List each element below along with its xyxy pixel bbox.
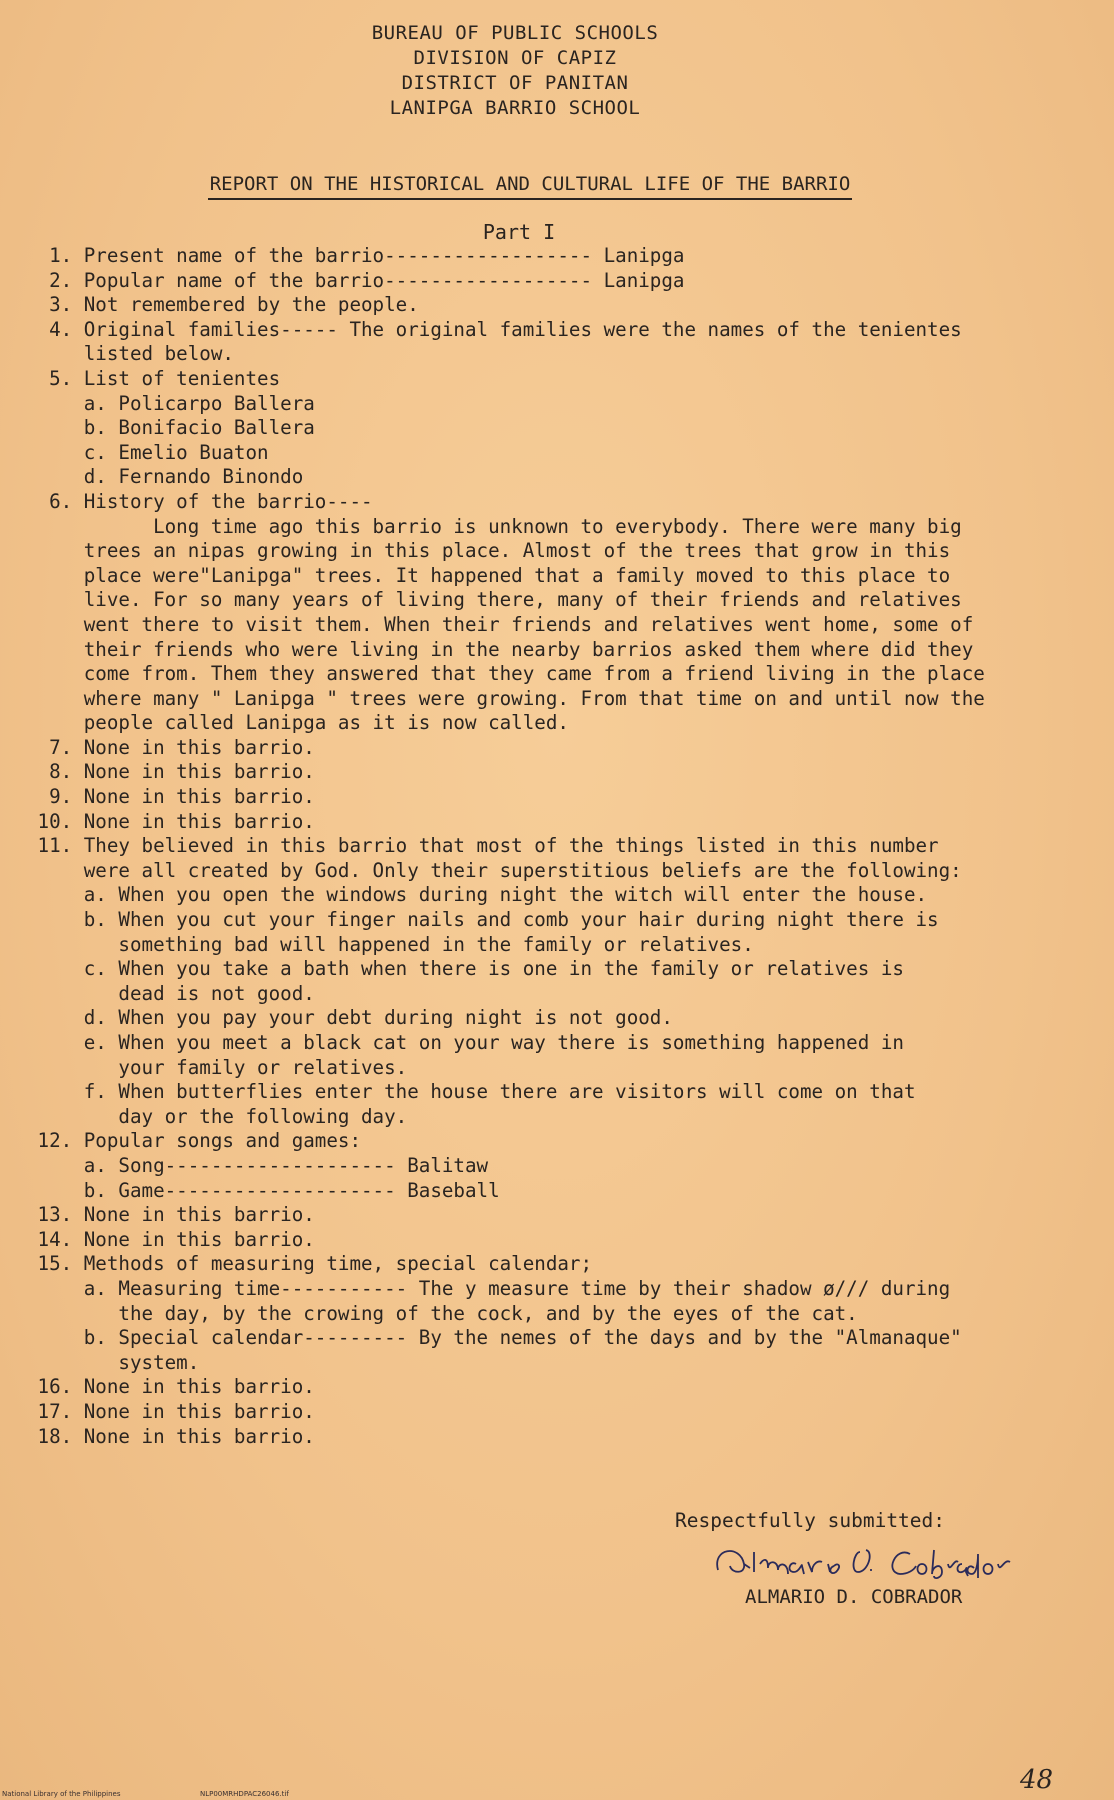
report-line: come from. Them they answered that they came from a friend living in the place	[26, 662, 985, 686]
report-line: a. Policarpo Ballera	[26, 391, 315, 415]
report-body	[26, 244, 1086, 1449]
header-district: DISTRICT OF PANITAN	[401, 72, 629, 94]
report-line: something bad will happened in the family or relatives.	[26, 932, 754, 956]
report-line: d. Fernando Binondo	[26, 465, 304, 489]
report-line: 11. They believed in this barrio that most of the things listed in this number	[26, 834, 939, 858]
report-line: went there to visit them. When their friends and relatives went home, some of	[26, 612, 974, 636]
report-line: your family or relatives.	[26, 1055, 408, 1079]
report-line: a. When you open the windows during night the witch will enter the house.	[26, 883, 928, 907]
report-line: 4. Original families----- The original families were the names of the tenientes	[26, 317, 962, 341]
report-line: 18. None in this barrio.	[26, 1424, 315, 1448]
report-line: 16. None in this barrio.	[26, 1375, 315, 1399]
report-line: b. When you cut your finger nails and comb your hair during night there is	[26, 908, 939, 932]
report-line: 6. History of the barrio----	[26, 489, 373, 513]
header-school: LANIPGA BARRIO SCHOOL	[389, 97, 641, 119]
report-line: listed below.	[26, 342, 234, 366]
report-line: 8. None in this barrio.	[26, 760, 315, 784]
report-line: b. Bonifacio Ballera	[26, 416, 315, 440]
report-line: 12. Popular songs and games:	[26, 1129, 362, 1153]
report-line: 14. None in this barrio.	[26, 1227, 315, 1251]
header-bureau: BUREAU OF PUBLIC SCHOOLS	[371, 22, 659, 44]
report-line: system.	[26, 1350, 200, 1374]
report-line: b. Special calendar--------- By the nemes of the days and by the "Almanaque"	[26, 1326, 962, 1350]
report-line: a. Song-------------------- Balitaw	[26, 1153, 489, 1177]
report-line: the day, by the crowing of the cock, and by the eyes of the cat.	[26, 1301, 858, 1325]
report-line: day or the following day.	[26, 1104, 408, 1128]
report-line: 3. Not remembered by the people.	[26, 293, 419, 317]
report-line: 17. None in this barrio.	[26, 1399, 315, 1423]
report-line: where many " Lanipga " trees were growing. From that time on and until now the	[26, 686, 985, 710]
report-line: 10. None in this barrio.	[26, 809, 315, 833]
report-line: place were"Lanipga" trees. It happened that a family moved to this place to	[26, 563, 951, 587]
report-title: REPORT ON THE HISTORICAL AND CULTURAL LIFE OF THE BARRIO	[0, 173, 1060, 195]
report-line: Long time ago this barrio is unknown to everybody. There were many big	[26, 514, 962, 538]
report-line: 9. None in this barrio.	[26, 785, 315, 809]
report-line: a. Measuring time----------- The y measure time by their shadow ø/// during	[26, 1276, 951, 1300]
handwritten-signature	[710, 1538, 1090, 1588]
report-line: c. When you take a bath when there is one in the family or relatives is	[26, 957, 904, 981]
report-line: people called Lanipga as it is now called.	[26, 711, 569, 735]
report-line: b. Game-------------------- Baseball	[26, 1178, 500, 1202]
report-line: their friends who were living in the nearby barrios asked them where did they	[26, 637, 974, 661]
report-line: e. When you meet a black cat on your way there is something happened in	[26, 1031, 904, 1054]
report-line: were all created by God. Only their superstitious beliefs are the following:	[26, 858, 962, 882]
footer-library: National Library of the Philippines	[2, 1790, 121, 1798]
report-line: 15. Methods of measuring time, special calendar;	[26, 1252, 593, 1276]
closing-text: Respectfully submitted:	[675, 1509, 946, 1532]
page-number: 48	[1020, 1765, 1054, 1795]
footer-filename: NLP00MRHDPAC26046.tif	[200, 1790, 289, 1798]
report-line: live. For so many years of living there, many of their friends and relatives	[26, 588, 962, 612]
report-line: 7. None in this barrio.	[26, 735, 315, 759]
report-line: f. When butterflies enter the house there are visitors will come on that	[26, 1080, 916, 1104]
report-line: trees an nipas growing in this place. Almost of the trees that grow in this	[26, 539, 951, 563]
report-line: 1. Present name of the barrio------------------ Lanipga	[26, 244, 685, 267]
report-line: d. When you pay your debt during night is not good.	[26, 1006, 673, 1030]
report-line: 13. None in this barrio.	[26, 1203, 315, 1227]
report-line: 5. List of tenientes	[26, 366, 281, 390]
report-line: dead is not good.	[26, 981, 315, 1005]
report-line: c. Emelio Buaton	[26, 440, 269, 464]
report-line: 2. Popular name of the barrio------------------ Lanipga	[26, 268, 685, 292]
signatory-name: ALMARIO D. COBRADOR	[745, 1586, 963, 1608]
part-heading: Part I	[482, 220, 556, 244]
header-division: DIVISION OF CAPIZ	[413, 47, 617, 69]
